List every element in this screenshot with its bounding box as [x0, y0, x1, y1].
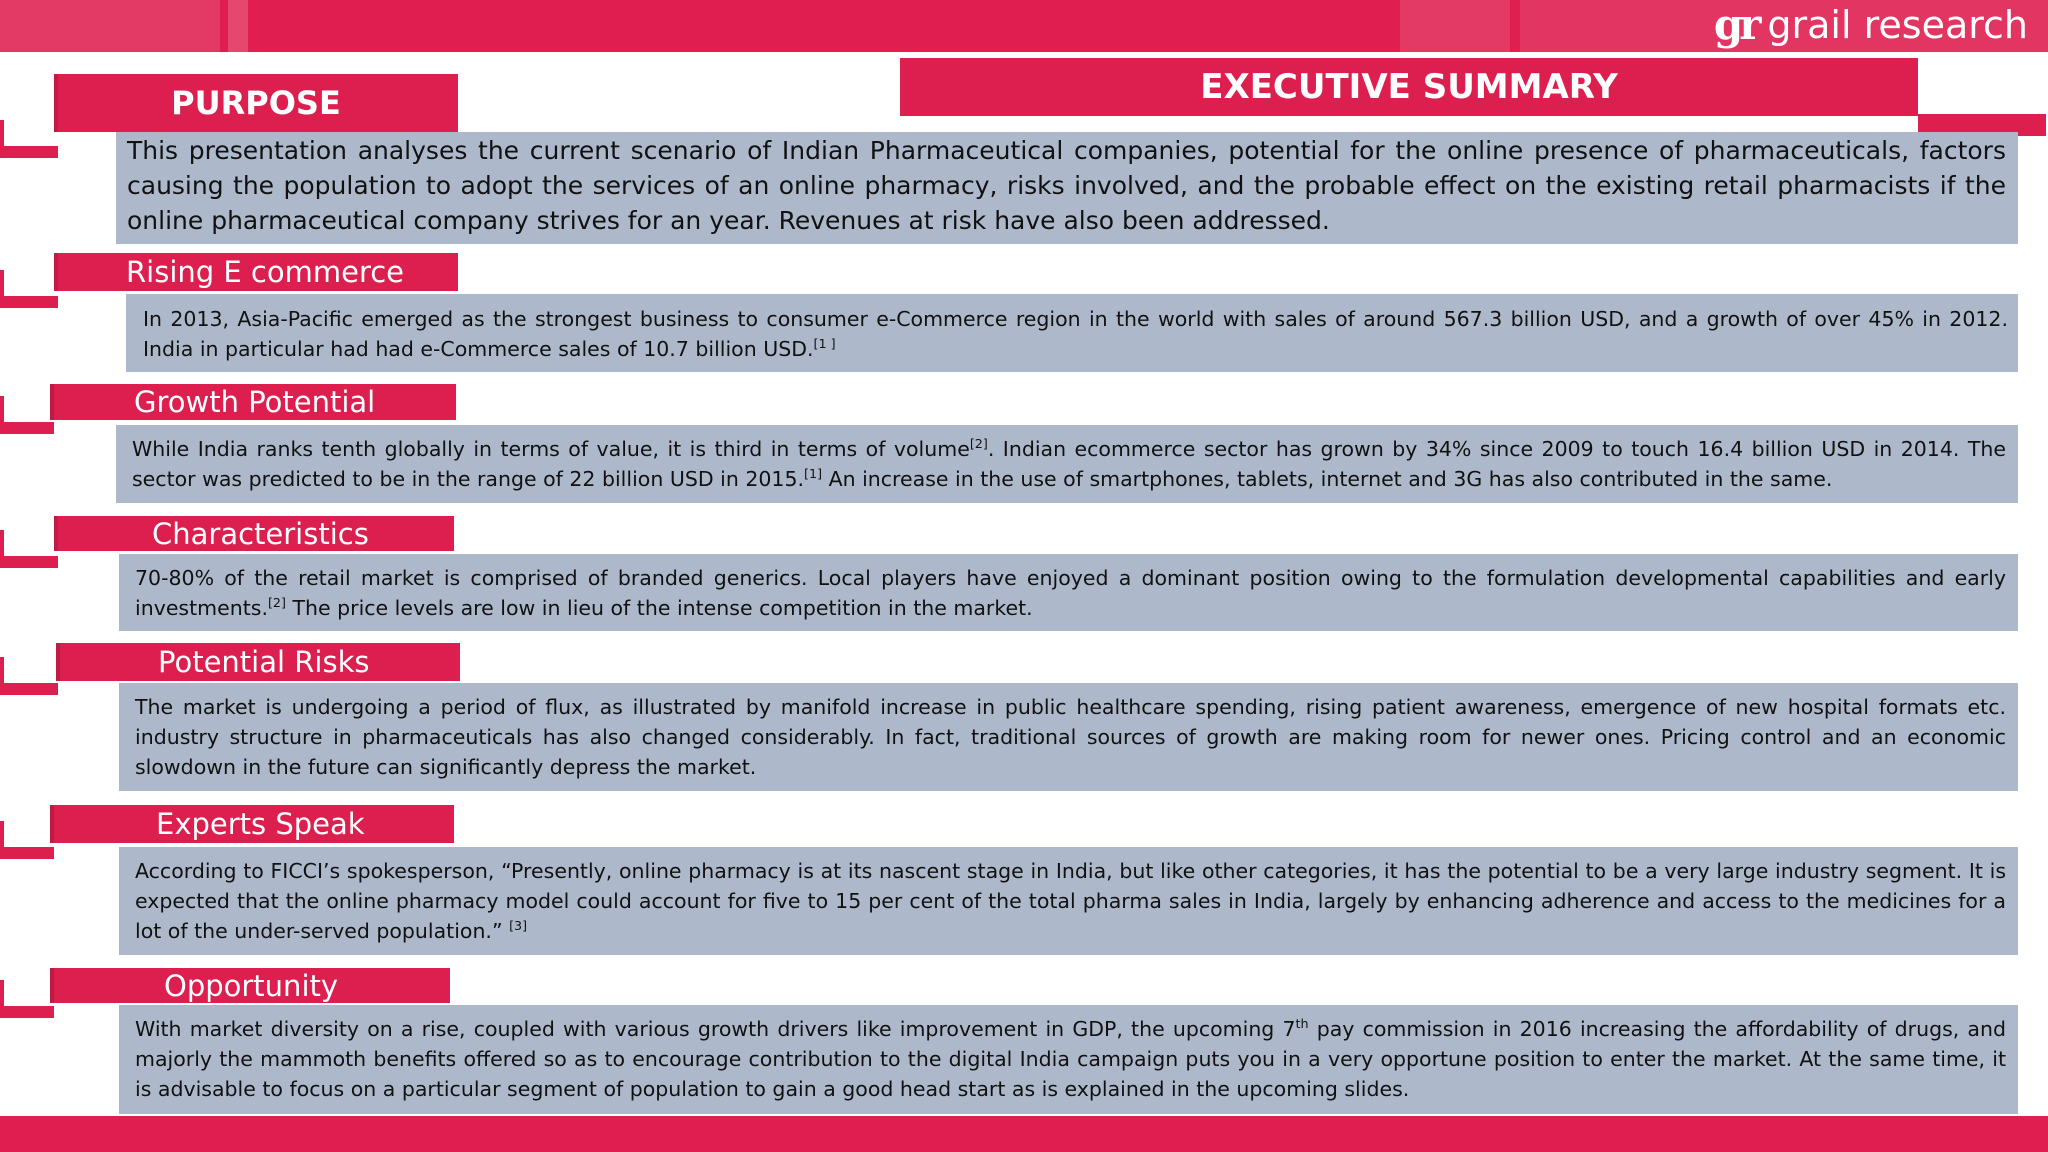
section-tab-characteristics	[54, 516, 454, 551]
ecommerce-text-box	[126, 294, 2018, 372]
banner-highlight	[1400, 0, 1510, 52]
risks-text: The market is undergoing a period of flux, as illustrated by manifold increase in public healthcare spending, rising patient awareness, emergence of new hospital formats etc. industry structure in pharmaceuticals has also changed considerably. In fact, traditional sources of growth are making room for newer ones. Pricing control and an economic slowdown in the future can significantly depress the market.	[135, 695, 2006, 779]
section-label: Experts Speak	[156, 807, 365, 841]
section-tab-growth-potential	[50, 384, 456, 420]
banner-highlight	[228, 0, 248, 52]
brand-logo	[1714, 2, 2028, 48]
section-label: Opportunity	[164, 968, 339, 1003]
section-accent	[0, 847, 54, 859]
logo-mark: gr	[1713, 0, 1758, 49]
purpose-text: This presentation analyses the current scenario of Indian Pharmaceutical companies, potential for the online presence of pharmaceuticals, factors causing the population to adopt the services of an online pharmacy, risks involved, and the probable effect on the existing retail pharmacists if the online pharmaceutical company strives for an year. Revenues at risk have also been addressed.	[127, 136, 2006, 235]
section-label: Growth Potential	[134, 385, 376, 419]
opportunity-text-box	[119, 1005, 2018, 1114]
section-accent	[0, 296, 58, 308]
experts-text: According to FICCI’s spokesperson, “Presently, online pharmacy is at its nascent stage in India, but like other categories, it has the potential to be a very large industry segment. It is expected that the online pharmacy model could account for five to 15 per cent of the total pharma sales in India, largely by enhancing adherence and access to the medicines for a lot of the under-served population.” [3]	[135, 859, 2006, 943]
ecommerce-text: In 2013, Asia-Pacific emerged as the strongest business to consumer e-Commerce region in the world with sales of around 567.3 billion USD, and a growth of over 45% in 2012. India in particular had had e-Commerce sales of 10.7 billion USD.[1 ]	[143, 307, 2008, 361]
page-title: EXECUTIVE SUMMARY	[900, 58, 1918, 116]
section-accent	[0, 1006, 54, 1018]
experts-text-box	[119, 847, 2018, 955]
section-accent	[0, 556, 58, 568]
growth-text-box	[116, 425, 2018, 503]
brand-name: grail research	[1767, 3, 2028, 47]
section-tab-opportunity	[50, 968, 450, 1003]
risks-text-box	[119, 683, 2018, 791]
section-accent	[0, 422, 54, 434]
section-label: Rising E commerce	[126, 255, 405, 289]
section-tab-rising-ecommerce	[54, 253, 458, 291]
section-tab-purpose	[54, 74, 458, 132]
characteristics-text: 70-80% of the retail market is comprised of branded generics. Local players have enjoyed a dominant position owing to the formulation developmental capabilities and early investments.[2] The price levels are low in lieu of the intense competition in the market.	[135, 566, 2006, 620]
top-banner	[0, 0, 2048, 52]
banner-highlight	[0, 0, 220, 52]
opportunity-text: With market diversity on a rise, coupled with various growth drivers like improvement in GDP, the upcoming 7th pay commission in 2016 increasing the affordability of drugs, and majorly the mammoth benefits offered so as to encourage contribution to the digital India campaign puts you in a very opportune position to enter the market. At the same time, it is advisable to focus on a particular segment of population to gain a good head start as is explained in the upcoming slides.	[135, 1016, 2007, 1101]
section-label: Potential Risks	[158, 645, 370, 679]
section-accent	[0, 146, 58, 158]
purpose-text-box	[116, 132, 2018, 244]
section-label: Characteristics	[152, 516, 369, 551]
section-tab-experts-speak	[50, 805, 454, 843]
characteristics-text-box	[119, 554, 2018, 631]
section-tab-potential-risks	[56, 643, 460, 681]
section-accent	[0, 683, 58, 695]
growth-text: While India ranks tenth globally in terms of value, it is third in terms of volume[2]. Indian ecommerce sector has grown by 34% since 2009 to touch 16.4 billion USD in 2014. The sector was predicted to be in the range of 22 billion USD in 2015.[1] An increase in the use of smartphones, tablets, internet and 3G has also contributed in the same.	[132, 436, 2006, 491]
bottom-banner	[0, 1116, 2048, 1152]
section-label: PURPOSE	[171, 84, 341, 122]
